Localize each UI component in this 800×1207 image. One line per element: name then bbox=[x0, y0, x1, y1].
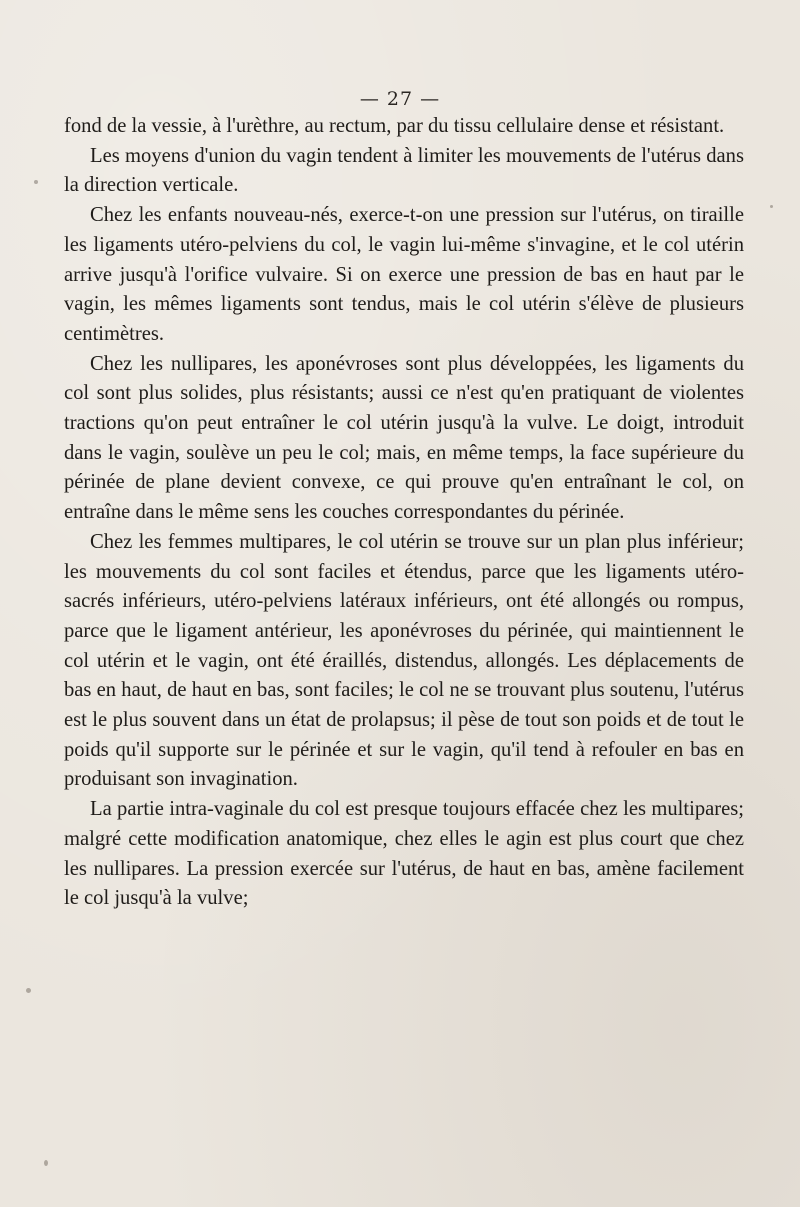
paper-speck bbox=[34, 180, 38, 184]
paper-speck bbox=[770, 205, 773, 208]
paragraph-2: Les moyens d'union du vagin tendent à limiter les mouvements de l'utérus dans la direction verticale. bbox=[64, 144, 744, 197]
paragraph-6: La partie intra-vaginale du col est presque toujours effacée chez les multipares; malgré cette modification anatomique, chez elles le agin est plus court que chez les nullipares. La pression exercée sur l'utérus, de haut en bas, amène facilement le col jusqu'à la vulve; bbox=[64, 798, 744, 910]
paper-speck bbox=[44, 1160, 48, 1166]
page-number: — 27 — bbox=[359, 88, 441, 110]
paragraph-1: fond de la vessie, à l'urèthre, au rectum, par du tissu cellulaire dense et résistant. bbox=[64, 115, 725, 137]
paragraph-5: Chez les femmes multipares, le col utérin se trouve sur un plan plus inférieur; les mouvements du col sont faciles et étendus, parce que les ligaments utéro-sacrés inférieurs, utéro-pelviens latéraux inférieurs, ont été allongés ou rompus, parce que le ligament antérieur, les aponévroses du périnée, qui maintiennent le col utérin et le vagin, ont été éraillés, distendus, allongés. Les déplacements de bas en haut, de haut en bas, sont faciles; le col ne se trouvant plus soutenu, l'utérus est le plus souvent dans un état de prolapsus; il pèse de tout son poids et de tout le poids qu'il supporte sur le périnée et sur le vagin, qu'il tend à refouler en bas en produisant son invagination. bbox=[64, 530, 744, 791]
paper-speck bbox=[26, 988, 31, 993]
paragraph-3: Chez les enfants nouveau-nés, exerce-t-on une pression sur l'utérus, on tiraille les ligaments utéro-pelviens du col, le vagin lui-même s'invagine, et le col utérin arrive jusqu'à l'orifice vulvaire. Si on exerce une pression de bas en haut par le vagin, les mêmes ligaments sont tendus, mais le col utérin s'élève de plusieurs centimètres. bbox=[64, 204, 744, 345]
page-body bbox=[64, 112, 744, 914]
paragraph-4: Chez les nullipares, les aponévroses sont plus développées, les ligaments du col sont plus solides, plus résistants; aussi ce n'est qu'en pratiquant de violentes tractions qu'on peut entraîner le col utérin jusqu'à la vulve. Le doigt, introduit dans le vagin, soulève un peu le col; mais, en même temps, la face supérieure du périnée de plane devient convexe, ce qui prouve qu'en entraînant le col, on entraîne dans le même sens les couches correspondantes du périnée. bbox=[64, 352, 744, 524]
